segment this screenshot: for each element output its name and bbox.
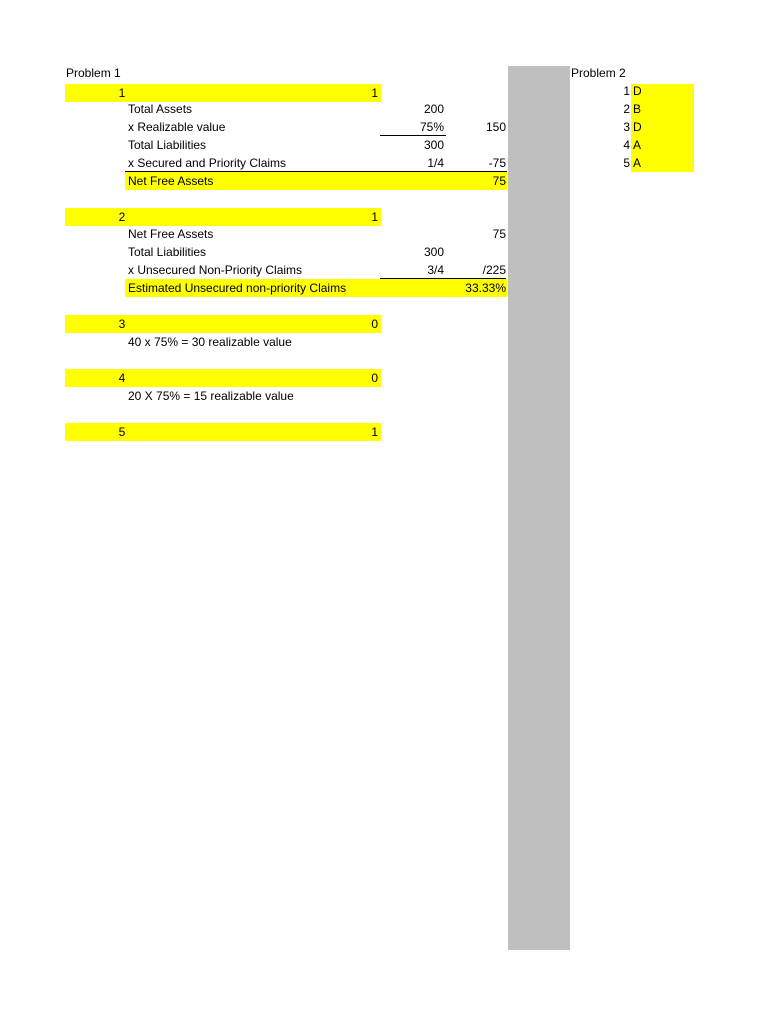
p2-answer-letter: D bbox=[633, 120, 642, 134]
p2-answer-letter: A bbox=[633, 156, 642, 170]
p2-answer-number: 5 bbox=[623, 156, 630, 170]
q1-row-col2: 150 bbox=[485, 120, 506, 134]
p2-answer-letter: A bbox=[633, 138, 642, 152]
q2-row-label: Total Liabilities bbox=[128, 245, 207, 259]
q1-row-col1: 200 bbox=[423, 102, 444, 116]
p2-answer-letter: B bbox=[633, 102, 642, 116]
p2-answer-number: 1 bbox=[623, 84, 630, 98]
p2-answer-number: 2 bbox=[623, 102, 630, 116]
q2-result-value: 33.33% bbox=[465, 281, 506, 295]
q2-number: 2 bbox=[118, 210, 126, 224]
q2-score: 1 bbox=[371, 210, 378, 224]
q2-result-label: Estimated Unsecured non-priority Claims bbox=[128, 281, 347, 295]
q1-row-col1: 300 bbox=[423, 138, 444, 152]
problem1-title: Problem 1 bbox=[66, 66, 121, 80]
q1-row-col1: 75% bbox=[419, 120, 444, 134]
q1-score: 1 bbox=[371, 86, 378, 100]
q1-result-label: Net Free Assets bbox=[128, 174, 214, 188]
q1-row-col2: -75 bbox=[488, 156, 506, 170]
p2-answer-number: 4 bbox=[623, 138, 630, 152]
q5-score: 1 bbox=[371, 425, 378, 439]
q1-row-col1: 1/4 bbox=[427, 156, 444, 170]
q4-number: 4 bbox=[118, 371, 126, 385]
q1-row-label: x Secured and Priority Claims bbox=[128, 156, 287, 170]
q5-number: 5 bbox=[118, 425, 126, 439]
q1-row-label: Total Liabilities bbox=[128, 138, 207, 152]
q2-row-label: Net Free Assets bbox=[128, 227, 214, 241]
q2-row-col1: 300 bbox=[423, 245, 444, 259]
q3-note: 40 x 75% = 30 realizable value bbox=[128, 335, 292, 349]
q2-row-label: x Unsecured Non-Priority Claims bbox=[128, 263, 303, 277]
p2-answer-letter: D bbox=[633, 84, 642, 98]
q2-row-col2: 75 bbox=[492, 227, 506, 241]
q1-row-label: Total Assets bbox=[128, 102, 193, 116]
problem2-title: Problem 2 bbox=[571, 66, 626, 80]
q2-row-col1: 3/4 bbox=[427, 263, 444, 277]
p2-answer-number: 3 bbox=[623, 120, 630, 134]
q1-number: 1 bbox=[118, 86, 126, 100]
q1-result-value: 75 bbox=[492, 174, 506, 188]
q4-score: 0 bbox=[371, 371, 378, 385]
separator-column bbox=[508, 66, 570, 950]
q1-row-label: x Realizable value bbox=[128, 120, 226, 134]
q2-row-col2: /225 bbox=[482, 263, 506, 277]
q4-note: 20 X 75% = 15 realizable value bbox=[128, 389, 294, 403]
q3-number: 3 bbox=[118, 317, 126, 331]
q3-score: 0 bbox=[371, 317, 378, 331]
